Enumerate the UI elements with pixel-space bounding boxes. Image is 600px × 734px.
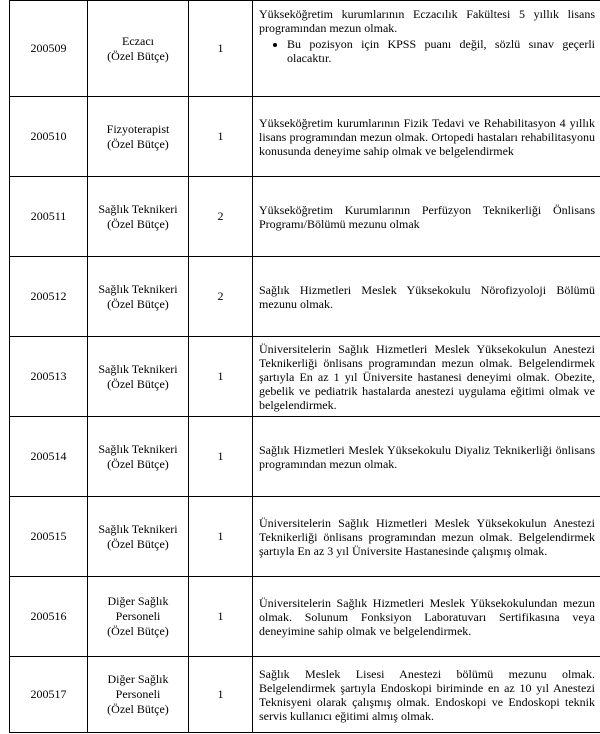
table-row [10,1,600,97]
table-row [10,657,600,733]
requirement-bullet: • Bu pozisyon için KPSS puanı değil, sözlü sınav geçerli olacaktır. [287,37,595,65]
title-line: Personeli [115,609,161,623]
position-title [88,1,189,97]
position-requirements: Yükseköğretim Kurumlarının Perfüzyon Teknikerliği Önlisans Programı/Bölümü mezunu olmak [253,177,600,257]
position-quantity: 1 [189,97,253,177]
title-line: Sağlık Teknikeri [98,441,178,456]
position-code: 200510 [10,97,88,177]
title-line: Diğer Sağlık [107,672,169,686]
table-row [10,497,600,577]
table-row [10,177,600,257]
title-line: (Özel Bütçe) [107,624,169,638]
title-line: (Özel Bütçe) [107,456,169,471]
position-quantity: 1 [189,417,253,497]
title-line: Diğer Sağlık [107,594,169,608]
table-row [10,257,600,337]
positions-table [9,0,600,733]
title-line: Fizyoterapist [106,121,170,136]
table-row [10,577,600,657]
title-line: Personeli [115,687,161,701]
position-title [88,657,189,733]
table-row [10,337,600,417]
position-title [88,177,189,257]
title-line: (Özel Bütçe) [107,48,169,63]
position-code: 200512 [10,257,88,337]
position-quantity: 1 [189,1,253,97]
position-requirements: Sağlık Meslek Lisesi Anestezi bölümü mezunu olmak. Belgelendirmek şartıyla Endoskopi biriminde en az 10 yıl Anestezi Teknisyeni olarak çalışmış olmak. Endoskopi ve Endoskopi teknik servis kullanıcı eğitimi almış olmak. [253,657,600,733]
title-line: Sağlık Teknikeri [98,521,178,536]
position-requirements: Üniversitelerin Sağlık Hizmetleri Meslek Yüksekokulun Anestezi Teknikerliği önlisans programından mezun olmak. Belgelendirmek şartıyla En az 1 yıl Üniversite hastanesi deneyimi olmak. Obezite, gebelik ve pediatrik hastalarda anestezi uygulama eğitimi olmak ve belgelendirmek. [253,337,600,417]
position-code: 200511 [10,177,88,257]
title-line: Sağlık Teknikeri [98,361,178,376]
position-quantity: 2 [189,257,253,337]
position-requirements: Üniversitelerin Sağlık Hizmetleri Meslek Yüksekokulun Anestezi Teknikerliği önlisans programından mezun olmak. Belgelendirmek şartıyla En az 3 yıl Üniversite Hastanesinde çalışmış olmak. [253,497,600,577]
position-code: 200513 [10,337,88,417]
position-title [88,577,189,657]
position-quantity: 1 [189,657,253,733]
position-title [88,497,189,577]
requirement-bullets [259,37,595,65]
title-line: (Özel Bütçe) [107,216,169,231]
position-quantity: 2 [189,177,253,257]
position-code: 200509 [10,1,88,97]
position-code: 200517 [10,657,88,733]
title-line: Sağlık Teknikeri [98,201,178,216]
title-line: (Özel Bütçe) [107,376,169,391]
title-line: Sağlık Teknikeri [98,281,178,296]
title-line: (Özel Bütçe) [107,536,169,551]
position-quantity: 1 [189,337,253,417]
title-line: Eczacı [122,33,154,48]
position-code: 200514 [10,417,88,497]
table-row [10,417,600,497]
position-title [88,97,189,177]
position-requirements: Sağlık Hizmetleri Meslek Yüksekokulu Diyaliz Teknikerliği önlisans programından mezun olmak. [253,417,600,497]
position-requirements: Üniversitelerin Sağlık Hizmetleri Meslek Yüksekokulundan mezun olmak. Solunum Fonksiyon Laboratuvarı Sertifikasına veya deneyimine sahip olmak ve belgelendirmek. [253,577,600,657]
requirement-text: Yükseköğretim kurumlarının Eczacılık Fakültesi 5 yıllık lisans programından mezun olmak. [259,7,595,35]
position-title [88,337,189,417]
position-quantity: 1 [189,497,253,577]
position-requirements [253,1,600,97]
title-line: (Özel Bütçe) [107,296,169,311]
position-requirements: Yükseköğretim kurumlarının Fizik Tedavi ve Rehabilitasyon 4 yıllık lisans programından mezun olmak. Ortopedi hastaları rehabilitasyonu konusunda deneyime sahip olmak ve belgelendirmek [253,97,600,177]
position-code: 200516 [10,577,88,657]
position-requirements: Sağlık Hizmetleri Meslek Yüksekokulu Nörofizyoloji Bölümü mezunu olmak. [253,257,600,337]
position-quantity: 1 [189,577,253,657]
position-title [88,257,189,337]
position-title [88,417,189,497]
title-line: (Özel Bütçe) [107,702,169,716]
title-line: (Özel Bütçe) [107,136,169,151]
position-code: 200515 [10,497,88,577]
table-row [10,97,600,177]
